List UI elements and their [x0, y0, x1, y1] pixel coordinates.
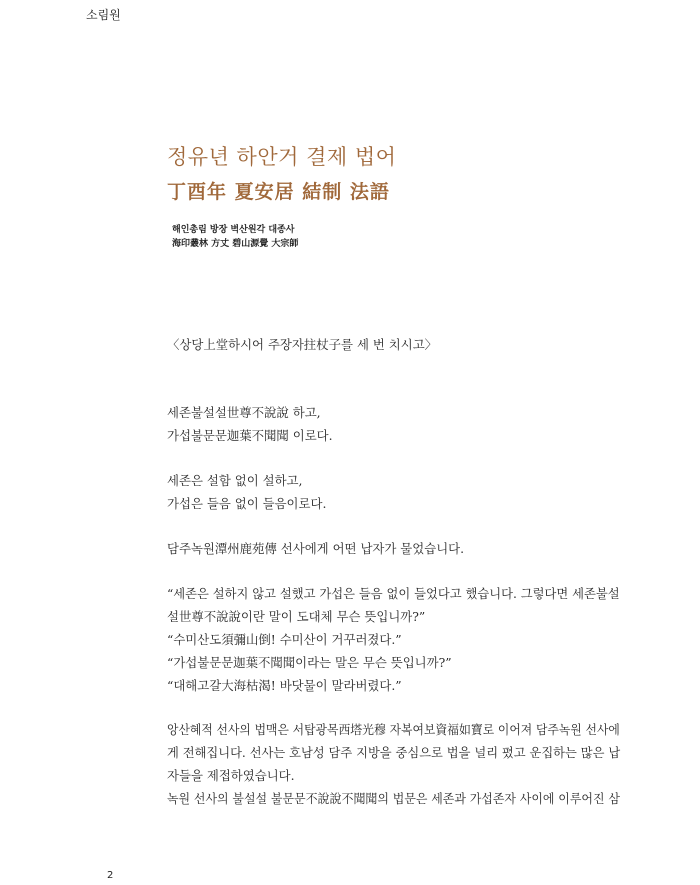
- body-line: 녹원 선사의 불설설 불문문不說說不聞聞의 법문은 세존과 가섭존자 사이에 이루어진 삼: [167, 791, 620, 806]
- body-line: 게 전해집니다. 선사는 호남성 담주 지방을 중심으로 법을 널리 폈고 운집하는 많은 납: [167, 745, 621, 760]
- body-line: “대해고갈大海枯渴! 바닷물이 말라버렸다.”: [167, 678, 402, 693]
- body-line: 세존불설설世尊不說說 하고,: [167, 405, 321, 420]
- body-line: “가섭불문문迦葉不聞聞이라는 말은 무슨 뜻입니까?”: [167, 655, 452, 670]
- body-line: 담주녹원潭州鹿苑傳 선사에게 어떤 납자가 물었습니다.: [167, 541, 465, 556]
- body-line: 설世尊不說說이란 말이 도대체 무슨 뜻입니까?”: [167, 609, 426, 624]
- body-line: 가섭불문문迦葉不聞聞 이로다.: [167, 428, 333, 443]
- body-line: “수미산도須彌山倒! 수미산이 거꾸러졌다.”: [167, 632, 402, 647]
- body-line: 자들을 제접하였습니다.: [167, 768, 295, 783]
- author-korean: 해인총림 방장 벽산원각 대종사: [172, 225, 295, 235]
- title-hanja: 丁酉年 夏安居 結制 法語: [167, 181, 390, 203]
- body-line: 앙산혜적 선사의 법맥은 서탑광목西塔光穆 자복여보資福如寶로 이어져 담주녹원 선사에: [167, 722, 620, 737]
- title-korean: 정유년 하안거 결제 법어: [167, 145, 397, 169]
- author-hanja: 海印叢林 方丈 碧山源覺 大宗師: [172, 239, 299, 249]
- body-line: 세존은 설함 없이 설하고,: [167, 473, 303, 488]
- publication-header: 소림원: [86, 8, 121, 22]
- page-number: 2: [107, 870, 114, 881]
- body-line: “세존은 설하지 않고 설했고 가섭은 들음 없이 들었다고 했습니다. 그렇다면 세존불설: [167, 586, 620, 601]
- body-line: 가섭은 들음 없이 들음이로다.: [167, 496, 327, 511]
- body-line-stage-direction: 〈상당上堂하시어 주장자拄杖子를 세 번 치시고〉: [167, 337, 438, 352]
